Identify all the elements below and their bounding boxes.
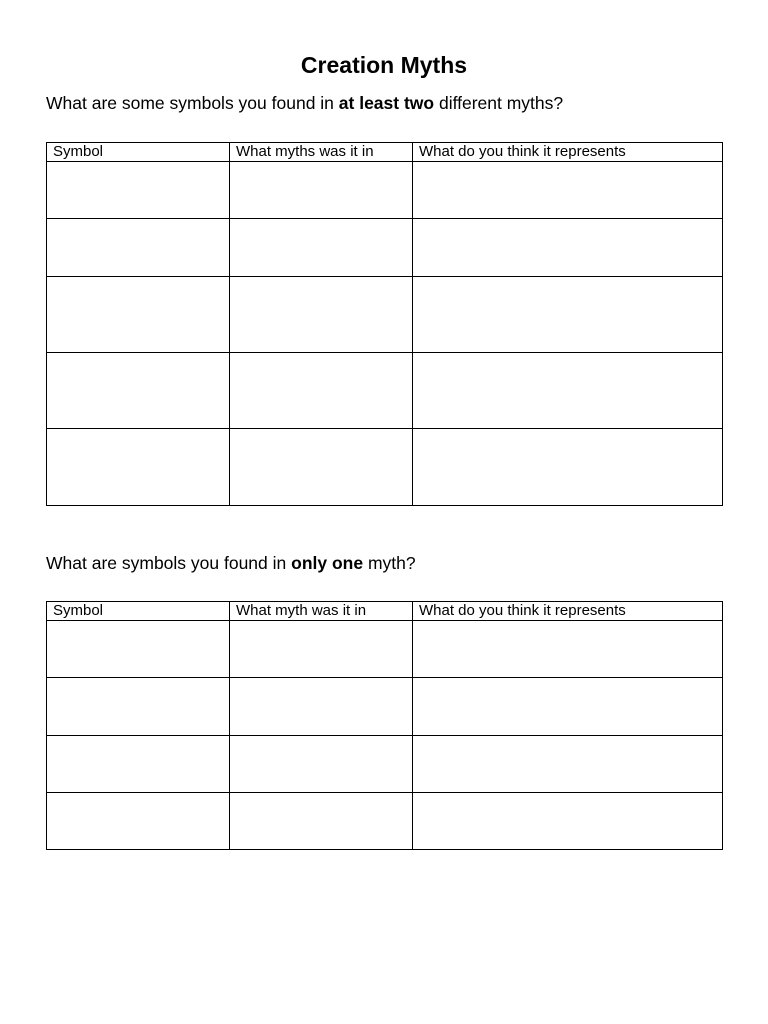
question-text: What are some symbols you found in <box>46 93 339 113</box>
page-title: Creation Myths <box>300 52 468 78</box>
table-cell-represents[interactable] <box>413 162 723 219</box>
table-header-row <box>47 602 723 621</box>
question-at-least-two <box>46 92 563 114</box>
table-cell-symbol[interactable] <box>47 793 230 850</box>
table-cell-represents[interactable] <box>413 219 723 277</box>
table-cell-represents[interactable] <box>413 736 723 793</box>
table-cell-symbol[interactable] <box>47 621 230 678</box>
question-emphasis: only one <box>291 553 364 573</box>
question-text: What are symbols you found in <box>46 553 292 573</box>
column-header-symbol: Symbol <box>47 602 230 621</box>
table-cell-symbol[interactable] <box>47 353 230 429</box>
column-header-myths: What myths was it in <box>230 143 413 162</box>
table-cell-represents[interactable] <box>413 277 723 353</box>
table-cell-symbol[interactable] <box>47 678 230 736</box>
table-cell-symbol[interactable] <box>47 162 230 219</box>
table-cell-symbol[interactable] <box>47 429 230 506</box>
question-emphasis: at least two <box>338 93 435 113</box>
table-cell-myth[interactable] <box>230 736 413 793</box>
column-header-symbol: Symbol <box>47 143 230 162</box>
table-cell-myths[interactable] <box>230 162 413 219</box>
symbols-single-myth-table <box>46 601 723 850</box>
table-row <box>47 429 723 506</box>
table-row <box>47 353 723 429</box>
question-text: myth? <box>363 553 416 573</box>
table-cell-represents[interactable] <box>413 678 723 736</box>
column-header-represents: What do you think it represents <box>413 602 723 621</box>
column-header-represents: What do you think it represents <box>413 143 723 162</box>
table-cell-symbol[interactable] <box>47 219 230 277</box>
table-row <box>47 793 723 850</box>
table-cell-myth[interactable] <box>230 793 413 850</box>
table-cell-represents[interactable] <box>413 429 723 506</box>
column-header-myth: What myth was it in <box>230 602 413 621</box>
symbols-multiple-myths-table <box>46 142 723 506</box>
table-cell-myths[interactable] <box>230 429 413 506</box>
table-row <box>47 162 723 219</box>
table-cell-myths[interactable] <box>230 277 413 353</box>
table-cell-myths[interactable] <box>230 353 413 429</box>
question-only-one <box>46 552 416 574</box>
table-cell-symbol[interactable] <box>47 736 230 793</box>
table-cell-represents[interactable] <box>413 793 723 850</box>
table-row <box>47 678 723 736</box>
table-cell-myths[interactable] <box>230 219 413 277</box>
question-text: different myths? <box>434 93 564 113</box>
table-row <box>47 277 723 353</box>
table-row <box>47 219 723 277</box>
table-cell-represents[interactable] <box>413 621 723 678</box>
table-row <box>47 621 723 678</box>
table-row <box>47 736 723 793</box>
table-cell-myth[interactable] <box>230 621 413 678</box>
table-header-row <box>47 143 723 162</box>
table-cell-represents[interactable] <box>413 353 723 429</box>
table-cell-myth[interactable] <box>230 678 413 736</box>
table-cell-symbol[interactable] <box>47 277 230 353</box>
